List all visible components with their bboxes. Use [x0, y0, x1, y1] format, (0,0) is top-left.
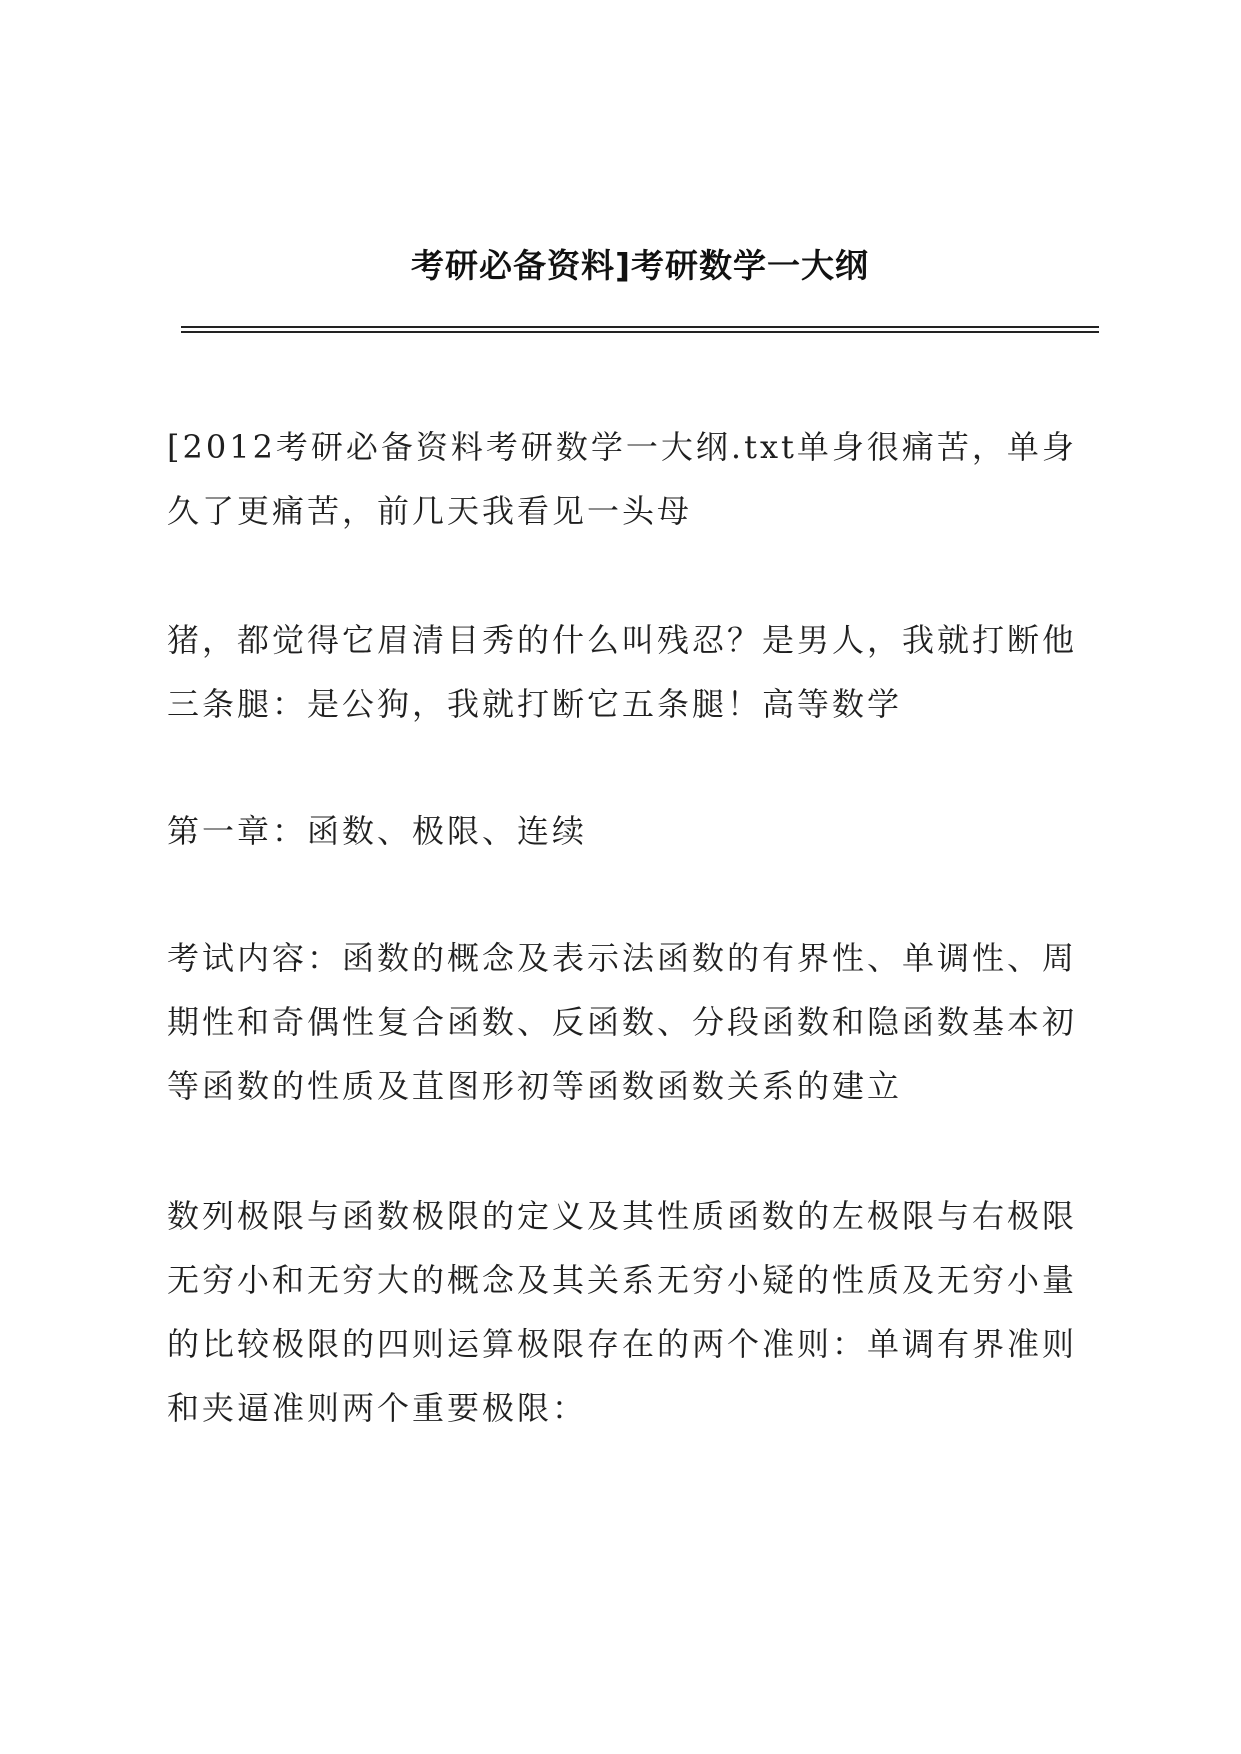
title-double-rule: [181, 326, 1099, 333]
chapter-heading: 第一章：函数、极限、连续: [167, 812, 588, 850]
page-title: 考研必备资料]考研数学一大纲: [410, 246, 870, 285]
paragraph-exam-content: 考试内容：函数的概念及表示法函数的有界性、单调性、周期性和奇偶性复合函数、反函数、分段函数和隐函数基本初等函数的性质及苴图形初等函数函数关系的建立: [167, 939, 1078, 1105]
paragraph-intro: [2012考研必备资料考研数学一大纲.txt单身很痛苦，单身久了更痛苦，前几天我看见一头母: [167, 428, 1077, 530]
paragraph-limits: 数列极限与函数极限的定义及其性质函数的左极限与右极限无穷小和无穷大的概念及其关系无穷小疑的性质及无穷小量的比较极限的四则运算极限存在的两个准则：单调有界准则和夹逼准则两个重要极限：: [167, 1197, 1078, 1427]
paragraph-intro-continued: 猪，都觉得它眉清目秀的什么叫残忍？是男人，我就打断他三条腿：是公狗，我就打断它五条腿！高等数学: [167, 621, 1078, 723]
